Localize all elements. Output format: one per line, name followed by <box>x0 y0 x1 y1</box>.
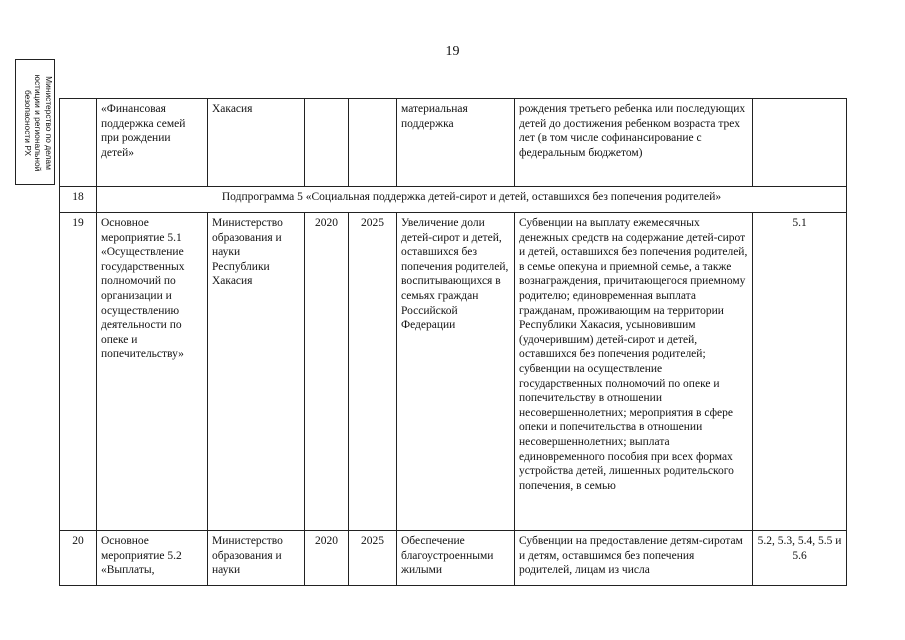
table-row <box>60 531 847 586</box>
table-row <box>60 187 847 213</box>
executor: Министерство образования и науки <box>208 531 305 586</box>
year-start <box>305 99 349 187</box>
stamp-line: юстиции и региональной <box>33 74 44 172</box>
row-number <box>60 99 97 187</box>
activity-description: Субвенции на выплату ежемесячных денежных средств на содержание детей-сирот и детей, оставшихся без попечения родителей, в семье опекуна и приемной семье, а также вознаграждения, причитающегося приемному родителю; единовременная выплата гражданам, проживающим на территории Республики Хакасия, усыновившим (удочерившим) детей-сирот и детей, оставшихся без попечения родителей; субвенции на осуществление государственных полномочий по опеке и попечительству в отношении несовершеннолетних; мероприятия в сфере опеки и попечительства в отношении несовершеннолетних; выплата единовременного пособия при всех формах устройства детей, лишенных родительского попечения, в семью <box>515 213 753 531</box>
year-end: 2025 <box>349 531 397 586</box>
activity-name: Основное мероприятие 5.2 «Выплаты, <box>97 531 208 586</box>
executor: Министерство образования и науки Республики Хакасия <box>208 213 305 531</box>
year-start: 2020 <box>305 531 349 586</box>
table-row <box>60 99 847 187</box>
row-number: 18 <box>60 187 97 213</box>
executor: Хакасия <box>208 99 305 187</box>
year-end <box>349 99 397 187</box>
activity-description: Субвенции на предоставление детям-сиротам и детям, оставшимся без попечения родителей, лицам из числа <box>515 531 753 586</box>
program-table <box>59 98 847 586</box>
activity-name: Основное мероприятие 5.1 «Осуществление государственных полномочий по организации и осуществлению деятельности по опеке и попечительству» <box>97 213 208 531</box>
indicator-link: 5.2, 5.3, 5.4, 5.5 и 5.6 <box>753 531 847 586</box>
subprogram-title: Подпрограмма 5 «Социальная поддержка детей-сирот и детей, оставшихся без попечения родителей» <box>97 187 847 213</box>
row-number: 19 <box>60 213 97 531</box>
indicator-link <box>753 99 847 187</box>
year-end: 2025 <box>349 213 397 531</box>
indicator-link: 5.1 <box>753 213 847 531</box>
expected-result: Увеличение доли детей-сирот и детей, оставшихся без попечения родителей, воспитывающихся в семьях граждан Российской Федерации <box>397 213 515 531</box>
activity-description: рождения третьего ребенка или последующих детей до достижения ребенком возраста трех лет (в том числе софинансирование с федеральным бюджетом) <box>515 99 753 187</box>
stamp-line: безопасности РХ <box>23 89 33 157</box>
expected-result: Обеспечение благоустроенными жилыми <box>397 531 515 586</box>
page-number: 19 <box>445 44 460 59</box>
table-row <box>60 213 847 531</box>
row-number: 20 <box>60 531 97 586</box>
registration-stamp <box>15 59 55 185</box>
stamp-line: Министерство по делам <box>44 76 54 170</box>
year-start: 2020 <box>305 213 349 531</box>
activity-name: «Финансовая поддержка семей при рождении детей» <box>97 99 208 187</box>
expected-result: материальная поддержка <box>397 99 515 187</box>
stamp-text <box>23 62 55 184</box>
